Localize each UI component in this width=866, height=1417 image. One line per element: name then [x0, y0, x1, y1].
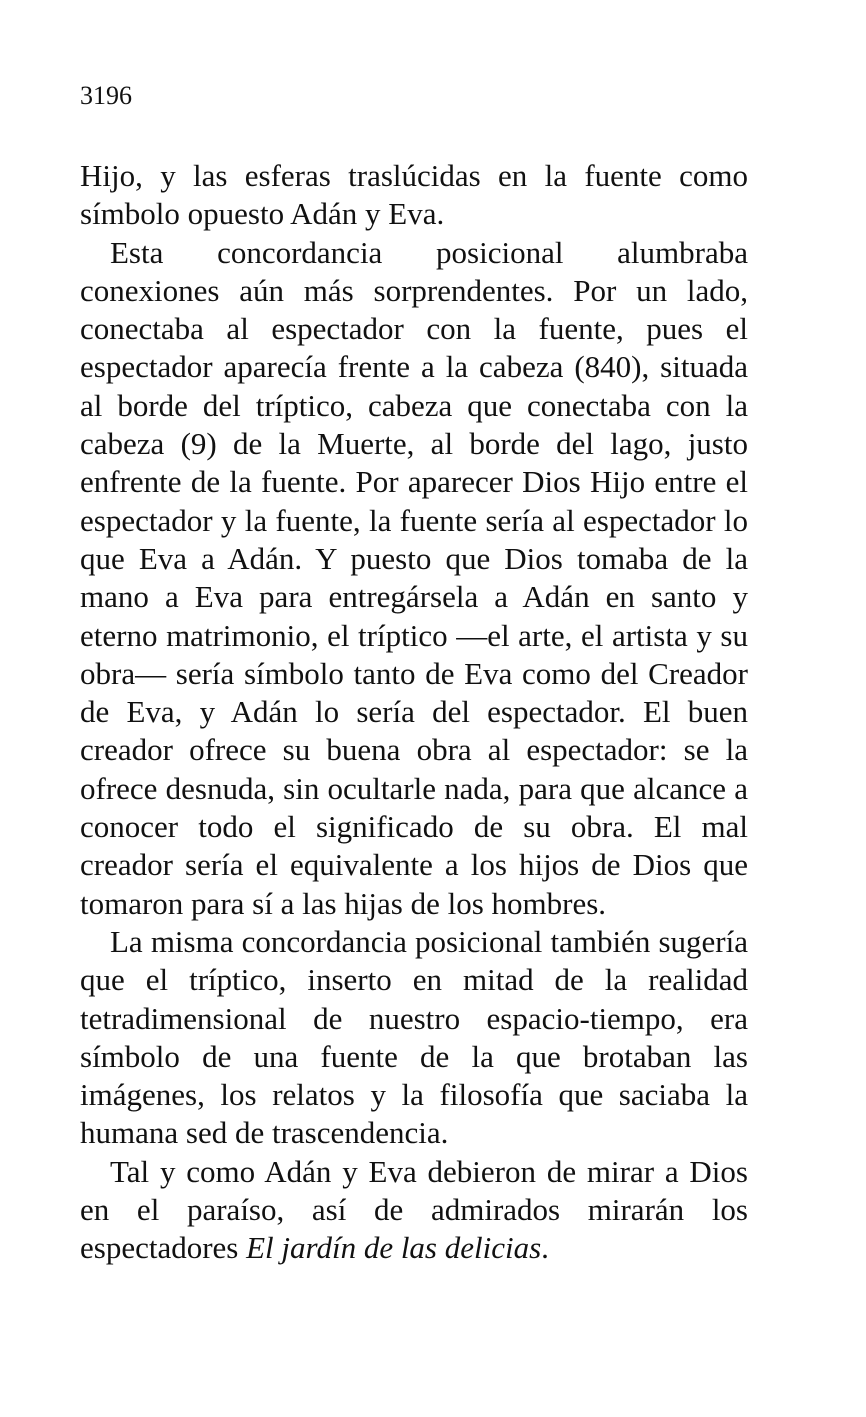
paragraph-misma-concordancia: La misma concordancia posicional también sugería que el tríptico, inserto en mitad de la realidad tetradimensional de nuestro espacio-tiempo, era símbolo de una fuente de la que brotaban las imágenes, los relatos y la filosofía que saciaba la humana sed de trascendencia. [80, 923, 748, 1151]
body-text [80, 157, 748, 1268]
paragraph-continuation: Hijo, y las esferas traslúcidas en la fuente como símbolo opuesto Adán y Eva. [80, 158, 748, 232]
paragraph-end: . [541, 1230, 549, 1266]
page-number: 3196 [80, 81, 132, 110]
paragraph-text: Tal y como Adán y Eva debieron de mirar a Dios en el paraíso, así de admirados mirarán los espectadores [80, 1153, 748, 1266]
paragraph-concordancia: Esta concordancia posicional alumbraba conexiones aún más sorprendentes. Por un lado, conectaba al espectador con la fuente, pues el espectador aparecía frente a la cabeza (840), situada al borde del tríptico, cabeza que conectaba con la cabeza (9) de la Muerte, al borde del lago, justo enfrente de la fuente. Por aparecer Dios Hijo entre el espectador y la fuente, la fuente sería al espectador lo que Eva a Adán. Y puesto que Dios tomaba de la mano a Eva para entregársela a Adán en santo y eterno matrimonio, el tríptico —el arte, el artista y su obra— sería símbolo tanto de Eva como del Creador de Eva, y Adán lo sería del espectador. El buen creador ofrece su buena obra al espectador: se la ofrece desnuda, sin ocultarle nada, para que alcance a conocer todo el significado de su obra. El mal creador sería el equivalente a los hijos de Dios que tomaron para sí a las hijas de los hombres. [80, 234, 748, 921]
paragraph-adan-eva [80, 1153, 748, 1268]
work-title: El jardín de las delicias [246, 1230, 542, 1266]
